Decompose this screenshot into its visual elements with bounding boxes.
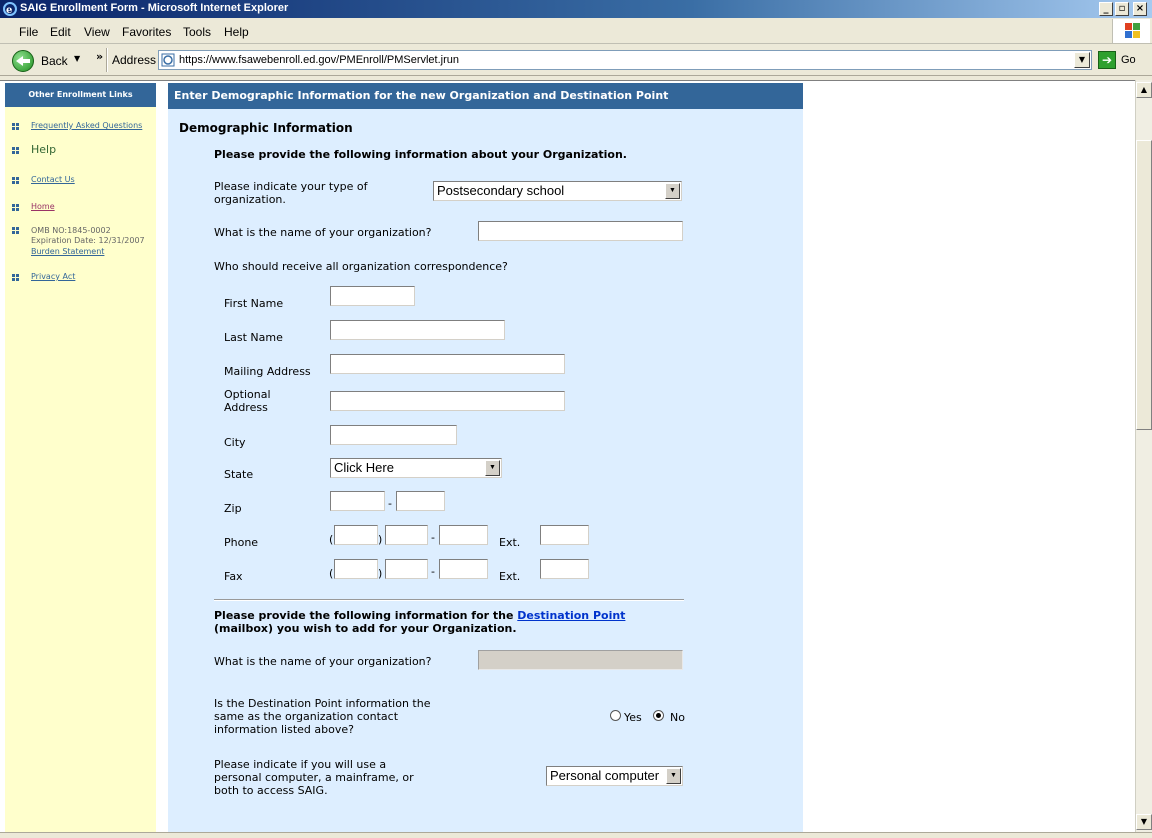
address-label: Address bbox=[112, 53, 157, 67]
phone-close-paren: ) bbox=[378, 533, 383, 546]
section-divider bbox=[214, 599, 684, 601]
bullet-icon bbox=[12, 227, 20, 235]
expiration-date: Expiration Date: 12/31/2007 bbox=[31, 236, 145, 245]
correspondence-label: Who should receive all organization correspondence? bbox=[214, 260, 508, 273]
menu-edit[interactable]: Edit bbox=[50, 25, 71, 39]
org-type-value: Postsecondary school bbox=[437, 183, 565, 198]
address-url: https://www.fsawebenroll.ed.gov/PMEnroll/PMServlet.jrun bbox=[179, 54, 460, 66]
last-name-input[interactable] bbox=[330, 320, 505, 340]
city-label: City bbox=[224, 436, 246, 449]
maximize-button[interactable]: ▫ bbox=[1115, 2, 1129, 16]
same-info-line1: Is the Destination Point information the bbox=[214, 697, 431, 710]
zip-dash: - bbox=[388, 497, 392, 510]
menu-view[interactable]: View bbox=[84, 25, 110, 39]
city-input[interactable] bbox=[330, 425, 457, 445]
status-bar bbox=[0, 832, 1152, 838]
scroll-down-icon[interactable]: ▼ bbox=[1136, 814, 1152, 830]
org-name-label: What is the name of your organization? bbox=[214, 226, 432, 239]
state-value: Click Here bbox=[334, 460, 394, 475]
same-info-yes-radio[interactable] bbox=[610, 710, 621, 721]
fax-open-paren: ( bbox=[329, 567, 334, 580]
access-line3: both to access SAIG. bbox=[214, 784, 328, 797]
org-intro: Please provide the following information about your Organization. bbox=[214, 148, 627, 161]
mailing-address-input[interactable] bbox=[330, 354, 565, 374]
org-type-label-line2: organization. bbox=[214, 193, 286, 206]
phone-area-input[interactable] bbox=[334, 525, 378, 545]
bullet-icon bbox=[12, 123, 20, 131]
help-link[interactable]: Help bbox=[31, 143, 57, 156]
svg-text:e: e bbox=[6, 5, 13, 16]
optional-address-label-line2: Address bbox=[224, 401, 268, 414]
same-info-no-radio[interactable] bbox=[653, 710, 664, 721]
last-name-label: Last Name bbox=[224, 331, 283, 344]
scroll-thumb[interactable] bbox=[1136, 140, 1152, 430]
phone-label: Phone bbox=[224, 536, 259, 549]
yes-label: Yes bbox=[624, 711, 642, 724]
zip-label: Zip bbox=[224, 502, 242, 515]
first-name-input[interactable] bbox=[330, 286, 415, 306]
back-arrow-icon bbox=[12, 50, 34, 72]
phone-ext-input[interactable] bbox=[540, 525, 589, 545]
back-label: Back bbox=[41, 54, 68, 68]
bullet-icon bbox=[12, 274, 20, 282]
back-button[interactable] bbox=[8, 48, 104, 72]
page-icon bbox=[161, 53, 175, 67]
form-header: Enter Demographic Information for the new Organization and Destination Point bbox=[168, 83, 803, 109]
toolbar-chevron-icon[interactable]: » bbox=[96, 50, 104, 63]
state-select[interactable] bbox=[330, 458, 502, 478]
demographic-form bbox=[168, 83, 803, 832]
org-name-input[interactable] bbox=[478, 221, 683, 241]
menu-file[interactable]: File bbox=[19, 25, 39, 39]
sidebar-header: Other Enrollment Links bbox=[5, 83, 156, 107]
fax-area-input[interactable] bbox=[334, 559, 378, 579]
org-type-select[interactable] bbox=[433, 181, 682, 201]
scroll-up-icon[interactable]: ▲ bbox=[1136, 82, 1152, 98]
privacy-act-link[interactable]: Privacy Act bbox=[31, 272, 76, 281]
menu-favorites[interactable]: Favorites bbox=[122, 25, 172, 39]
go-button[interactable]: Go bbox=[1121, 54, 1136, 66]
zip-input[interactable] bbox=[330, 491, 385, 511]
burden-statement-link[interactable]: Burden Statement bbox=[31, 247, 105, 256]
zip-ext-input[interactable] bbox=[396, 491, 445, 511]
menu-bar bbox=[0, 18, 1152, 44]
chevron-down-icon[interactable]: ▼ bbox=[665, 183, 680, 199]
omb-number: OMB NO:1845-0002 bbox=[31, 226, 111, 235]
state-label: State bbox=[224, 468, 254, 481]
go-arrow-icon[interactable]: ➔ bbox=[1098, 51, 1116, 69]
close-button[interactable]: × bbox=[1133, 2, 1147, 16]
access-line2: personal computer, a mainframe, or bbox=[214, 771, 414, 784]
menu-help[interactable]: Help bbox=[224, 25, 249, 39]
toolbar bbox=[0, 44, 1152, 76]
minimize-button[interactable]: _ bbox=[1099, 2, 1113, 16]
mailing-address-label: Mailing Address bbox=[224, 365, 311, 378]
dp-intro-text: Please provide the following information for the bbox=[214, 609, 518, 622]
dp-name-input bbox=[478, 650, 683, 670]
same-info-line2: same as the organization contact bbox=[214, 710, 399, 723]
vertical-scrollbar[interactable] bbox=[1135, 80, 1152, 832]
contact-us-link[interactable]: Contact Us bbox=[31, 175, 75, 184]
access-line1: Please indicate if you will use a bbox=[214, 758, 387, 771]
optional-address-input[interactable] bbox=[330, 391, 565, 411]
phone-open-paren: ( bbox=[329, 533, 334, 546]
access-method-value: Personal computer bbox=[550, 768, 660, 783]
phone-line-input[interactable] bbox=[439, 525, 488, 545]
section-title: Demographic Information bbox=[179, 121, 353, 135]
title-bar bbox=[0, 0, 1152, 18]
enrollment-links-sidebar bbox=[5, 83, 156, 832]
chevron-down-icon[interactable]: ▼ bbox=[485, 460, 500, 476]
fax-ext-input[interactable] bbox=[540, 559, 589, 579]
optional-address-label-line1: Optional bbox=[224, 388, 271, 401]
phone-prefix-input[interactable] bbox=[385, 525, 428, 545]
fax-ext-label: Ext. bbox=[499, 570, 521, 583]
bullet-icon bbox=[12, 147, 20, 155]
chevron-down-icon[interactable]: ▼ bbox=[666, 768, 681, 784]
faq-link[interactable]: Frequently Asked Questions bbox=[31, 121, 143, 130]
page-viewport bbox=[0, 80, 1135, 832]
bullet-icon bbox=[12, 204, 20, 212]
same-info-line3: information listed above? bbox=[214, 723, 354, 736]
ie-logo-icon bbox=[3, 2, 17, 16]
address-dropdown-icon[interactable]: ▼ bbox=[1074, 52, 1090, 68]
dp-intro bbox=[214, 609, 625, 622]
first-name-label: First Name bbox=[224, 297, 284, 310]
address-bar[interactable] bbox=[158, 50, 1092, 70]
same-info-label bbox=[214, 697, 430, 736]
dp-name-label: What is the name of your organization? bbox=[214, 655, 432, 668]
dp-intro-line2: (mailbox) you wish to add for your Organization. bbox=[214, 622, 517, 635]
bullet-icon bbox=[12, 177, 20, 185]
menu-tools[interactable]: Tools bbox=[183, 25, 212, 39]
toolbar-separator bbox=[106, 48, 108, 72]
home-link[interactable]: Home bbox=[31, 202, 55, 211]
fax-dash: - bbox=[431, 565, 435, 578]
fax-close-paren: ) bbox=[378, 567, 383, 580]
phone-ext-label: Ext. bbox=[499, 536, 521, 549]
destination-point-link[interactable]: Destination Point bbox=[517, 609, 626, 622]
optional-address-label bbox=[224, 388, 271, 414]
access-method-select[interactable] bbox=[546, 766, 683, 786]
fax-line-input[interactable] bbox=[439, 559, 488, 579]
back-dropdown-icon[interactable]: ▼ bbox=[74, 54, 81, 63]
no-label: No bbox=[670, 711, 685, 724]
org-type-label bbox=[214, 180, 368, 206]
fax-label: Fax bbox=[224, 570, 243, 583]
fax-prefix-input[interactable] bbox=[385, 559, 428, 579]
phone-dash: - bbox=[431, 531, 435, 544]
org-type-label-line1: Please indicate your type of bbox=[214, 180, 368, 193]
windows-logo-icon bbox=[1112, 19, 1150, 43]
access-method-label bbox=[214, 758, 414, 797]
window-title: SAIG Enrollment Form - Microsoft Internet Explorer bbox=[20, 2, 289, 14]
